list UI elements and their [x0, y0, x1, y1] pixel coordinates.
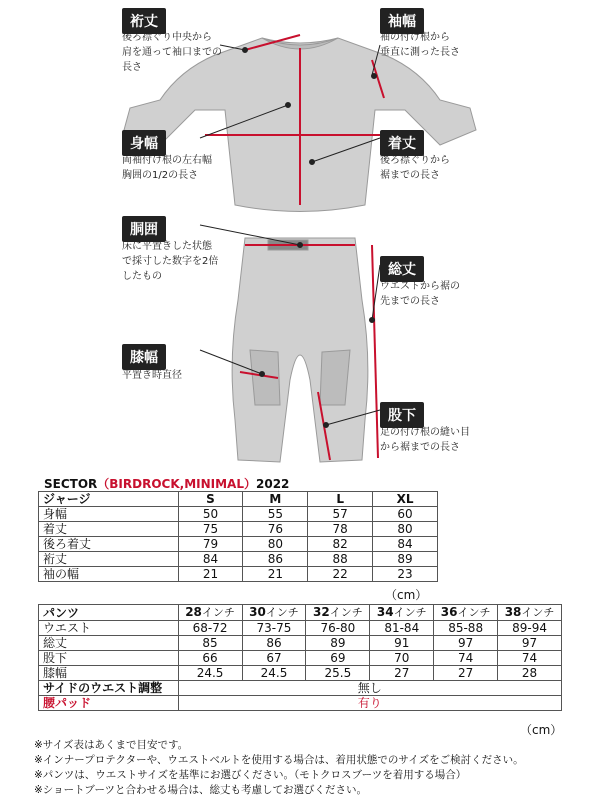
desc-hizahaba: 平置き時直径	[122, 370, 182, 381]
label-matashita: 股下	[380, 402, 424, 428]
label-sodehaba: 袖幅	[380, 8, 424, 34]
label-mihaba: 身幅	[122, 130, 166, 156]
table-row: 着丈 75 76 78 80	[39, 522, 438, 537]
jersey-unit: （cm）	[385, 588, 428, 602]
hip-pad-row: 腰パッド 有り	[39, 696, 562, 711]
size-table-title: SECTOR（BIRDROCK,MINIMAL）2022	[44, 477, 290, 491]
note-item: ※サイズ表はあくまで目安です。	[34, 739, 189, 751]
table-row: 袖の幅 21 21 22 23	[39, 567, 438, 582]
table-row: 股下 66 67 69 70 74 74	[39, 651, 562, 666]
desc-matashita: 足の付け根の縫い目 から裾までの長さ	[380, 427, 470, 453]
pants-illustration	[232, 238, 368, 462]
desc-yuki: 後ろ襟ぐり中央から 肩を通って袖口までの 長さ	[122, 32, 222, 73]
note-item: ※ショートブーツと合わせる場合は、総丈も考慮してお選びください。	[34, 784, 368, 796]
pants-unit: （cm）	[520, 723, 563, 737]
table-row: ウエスト 68-72 73-75 76-80 81-84 85-88 89-94	[39, 621, 562, 636]
note-item: ※パンツは、ウエストサイズを基準にお選びください。（モトクロスブーツを着用する場合）	[34, 769, 467, 781]
side-waist-row: サイドのウエスト調整 無し	[39, 681, 562, 696]
label-soutake: 総丈	[380, 256, 424, 282]
soutake-line	[372, 245, 378, 458]
table-header-row: ジャージ S M L XL	[39, 492, 438, 507]
table-row: 後ろ着丈 79 80 82 84	[39, 537, 438, 552]
label-hizahaba: 膝幅	[122, 344, 166, 370]
label-douwai: 胴囲	[122, 216, 166, 242]
desc-mihaba: 両袖付け根の左右幅 胸囲の1/2の長さ	[122, 155, 212, 181]
desc-soutake: ウエストから裾の 先までの長さ	[380, 281, 460, 307]
table-row: 総丈 85 86 89 91 97 97	[39, 636, 562, 651]
table-row: 身幅 50 55 57 60	[39, 507, 438, 522]
table-row: 膝幅 24.5 24.5 25.5 27 27 28	[39, 666, 562, 681]
desc-kitake: 後ろ襟ぐりから 裾までの長さ	[380, 155, 450, 181]
label-kitake: 着丈	[380, 130, 424, 156]
jersey-size-table	[38, 491, 438, 582]
table-row: 裄丈 84 86 88 89	[39, 552, 438, 567]
label-yuki: 裄丈	[122, 8, 166, 34]
notes	[34, 738, 524, 798]
pants-size-table	[38, 604, 562, 711]
note-item: ※インナープロテクターや、ウエストベルトを使用する場合は、着用状態でのサイズをご検討ください。	[34, 754, 524, 766]
desc-douwai: 床に平置きした状態 で採寸した数字を2倍 したもの	[122, 241, 219, 282]
desc-sodehaba: 袖の付け根から 垂直に測った長さ	[380, 32, 460, 58]
table-header-row: パンツ 28インチ 30インチ 32インチ 34インチ 36インチ 38インチ	[39, 605, 562, 621]
